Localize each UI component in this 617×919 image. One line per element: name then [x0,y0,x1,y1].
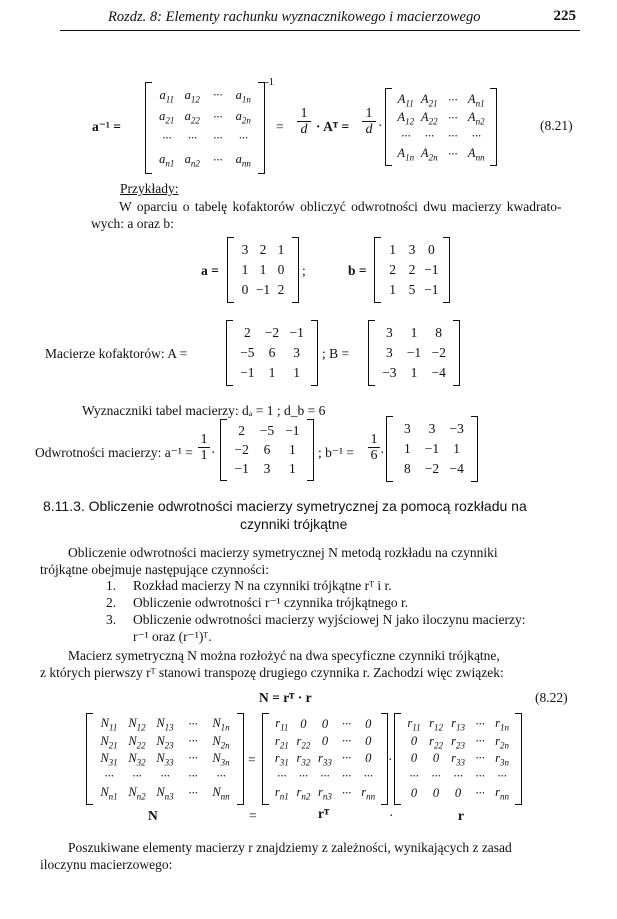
matrix-cell: $a_{22}$ [184,109,200,126]
matrix-cell: ··· [277,768,287,783]
matrix-cell: $r_{21}$ [274,733,289,751]
matrix-cell: 1 [241,262,249,277]
matrix-cell: ··· [448,92,458,107]
matrix-cell: ··· [448,110,458,125]
matrix-cell: −4 [431,365,446,380]
matrix-cell: $r_{22}$ [429,733,443,751]
matrix-cell: 1 [410,365,418,380]
matrix-a-values [236,240,290,300]
matrix-cell: 1 [389,242,397,257]
matrix-cell: 0 [321,717,329,732]
under-r: r [458,808,464,823]
matrix-B-cof-values [377,323,451,383]
matrix-cell: −1 [234,460,249,476]
matrix-b [374,237,450,303]
matrix-cell: 2 [389,262,397,277]
matrix-cell: ··· [160,768,170,783]
body-p1: Obliczenie odwrotności macierzy symetrycznej N metodą rozkładu na czynniki [68,545,498,560]
eq822-label: (8.22) [535,690,568,705]
matrix-cell: ··· [213,152,223,167]
matrix-cell: −2 [264,325,280,340]
matrix-cell: $N_{11}$ [100,716,118,733]
matrix-cell: $r_{33}$ [451,750,465,768]
matrix-cell: 0 [427,242,435,257]
matrix-cell: 2 [259,242,267,257]
matrix-cell: $N_{12}$ [128,716,146,733]
matrix-cell: $r_{23}$ [451,733,465,751]
matrix-cell: −3 [382,365,397,380]
matrix-cell: 8 [435,325,443,340]
frac-num: 1 [297,106,311,122]
matrix-cell: −5 [259,423,275,439]
page-header [60,8,580,31]
under-equals: = [249,808,257,823]
list-2-num: 2. [106,595,117,610]
inv-a-dot: · [211,445,216,460]
matrix-cell: −1 [424,441,440,456]
matrix-cell: 1 [389,282,397,297]
matrix-cell: ··· [475,785,485,800]
matrix-cell: $N_{2n}$ [212,733,230,751]
matrix-cell: ··· [475,751,485,766]
eq821-equals: = [276,119,284,134]
a-separator: ; [302,263,306,278]
matrix-cell: $r_{12}$ [429,716,443,733]
matrix-cell: ··· [341,717,352,732]
cofactor-label: Macierze kofaktorów: A = [45,346,188,361]
matrix-cell: −1 [424,282,439,297]
inv-separator: ; b⁻¹ = [318,445,355,460]
body-p4: z których pierwszy rᵀ stanowi transpozę drugiego czynnika r. Zachodzi więc związek: [40,665,504,680]
matrix-cell: $r_{nn}$ [361,785,376,802]
matrix-cell: 3 [385,345,393,360]
matrix-cell: ··· [475,717,485,732]
matrix-cell: $a_{12}$ [184,87,200,104]
matrix-cell: $a_{21}$ [159,109,175,126]
matrix-a-inverse [220,419,314,481]
matrix-cell: $r_{3n}$ [495,750,509,768]
matrix-N-cells [95,716,235,802]
matrix-cell: ··· [238,131,248,146]
matrix-cell: $N_{13}$ [156,716,174,733]
matrix-cell: ··· [475,734,485,749]
matrix-cell: $N_{22}$ [128,733,146,751]
matrix-cell: 3 [385,325,393,340]
matrix-cell: 2 [277,282,285,297]
fraction-1-over-db [368,432,380,463]
matrix-cell: $N_{31}$ [100,750,118,768]
matrix-cell: ··· [409,768,419,783]
matrix-cell: 2 [238,423,246,439]
matrix-cell: ··· [363,768,373,783]
matrix-b-values [383,240,441,300]
matrix-a-general [145,82,265,174]
matrix-cell: 0 [410,785,418,800]
matrix-cell: ··· [213,131,223,146]
matrix-cell: ··· [162,131,172,146]
matrix-cell: $r_{33}$ [318,750,332,768]
matrix-cell: −1 [240,365,255,380]
inv-b-den: 6 [370,448,378,463]
equation-8-22: N = rᵀ · r [259,690,312,705]
matrix-cell: −1 [424,262,439,277]
section-title-line-2: czynniki trójkątne [240,516,348,532]
matrix-cell: −2 [234,441,249,457]
matrix-cell: 3 [428,421,436,436]
matrix-cell: ··· [341,734,352,749]
under-N: N [148,808,158,823]
matrix-cell: $N_{nn}$ [212,785,230,802]
matrix-cell: $r_{11}$ [407,716,421,733]
matrix-cell: −1 [255,282,271,297]
matrix-cell: $A_{21}$ [420,91,438,109]
b-label: b = [348,263,367,278]
matrix-cell: $a_{n1}$ [159,152,175,169]
under-dot: · [389,808,394,823]
matrix-cell: $r_{32}$ [296,750,311,768]
under-rT: rᵀ [318,806,330,821]
examples-heading: Przykłady: [120,181,179,196]
matrix-cell: $N_{3n}$ [212,750,230,768]
inverse-superscript: -1 [265,76,275,88]
matrix-cell: 2 [408,262,416,277]
matrix-cell: 1 [453,441,461,456]
matrix-cell: $A_{22}$ [420,109,438,127]
matrix-cell: ··· [431,768,441,783]
matrix-cell: $N_{21}$ [100,733,118,751]
fraction-1-over-d [297,106,311,137]
determinants-line: Wyznaczniki tabel macierzy: dₐ = 1 ; d_b = 6 [82,403,326,418]
matrix-cell: ··· [448,128,458,143]
matrix-cell: $N_{n3}$ [156,785,174,802]
matrix-cell: 1 [277,242,285,257]
list-3-text: Obliczenie odwrotności macierzy wyjściowej N jako iloczynu macierzy: [133,612,526,627]
frac-den: d [300,122,308,137]
matrix-cell: ··· [471,128,481,143]
inv-b-dot: · [380,445,385,460]
eq821-label: (8.21) [540,118,573,133]
list-3-continued: r⁻¹ oraz (r⁻¹)ᵀ. [133,629,212,644]
matrix-cell: ··· [213,109,223,124]
matrix-cell: $A_{11}$ [397,91,414,109]
matrix-cell: $r_{13}$ [451,716,465,733]
body-p2: trójkątne obejmuje następujące czynności: [40,562,270,577]
matrix-cell: $a_{11}$ [159,87,175,104]
matrix-cell: ··· [188,785,198,800]
matrix-cell: $N_{32}$ [128,750,146,768]
list-2-text: Obliczenie odwrotności r⁻¹ czynnika trójkątnego r. [133,595,409,610]
matrix-rT [262,713,388,805]
matrix-cell: ··· [188,734,198,749]
matrix-cell: $r_{1n}$ [495,716,509,733]
matrix-cell: 6 [263,441,271,457]
matrix-cell: ··· [341,751,352,766]
inverses-label: Odwrotności macierzy: a⁻¹ = [35,445,193,460]
matrix-rT-cells [271,716,379,802]
matrix-cell: $A_{n1}$ [467,91,485,109]
matrix-cell: 0 [365,751,372,766]
matrix-cell: ··· [424,128,434,143]
matrix-cell: $a_{1n}$ [235,87,251,104]
matrix-cell: 2 [243,325,251,340]
matrix-cell: ··· [475,768,485,783]
matrix-cell: $r_{2n}$ [495,733,509,751]
matrix-cell: ··· [216,768,226,783]
matrix-cell: −1 [406,345,422,360]
examples-line-1: W oparciu o tabelę kofaktorów obliczyć odwrotności dwu macierzy kwadrato- [119,199,562,214]
matrix-cell: −1 [285,423,300,439]
matrix-cell: 6 [268,345,276,360]
examples-line-2: wych: a oraz b: [91,216,174,231]
matrix-cell: ··· [401,128,411,143]
matrix-cell: −2 [424,461,440,476]
matrix-r-cells [403,716,513,802]
matrix-a [227,237,299,303]
matrix-cell: ··· [497,768,507,783]
matrix-A-cells [394,91,488,163]
eq821-dot: · [378,118,383,133]
matrix-cell: $A_{2n}$ [420,145,438,163]
matrix-cell: 0 [365,734,372,749]
matrix-cell: $A_{nn}$ [467,145,485,163]
matrix-cell: $r_{nn}$ [495,785,509,802]
matrix-cell: ··· [320,768,330,783]
matrix-cell: ··· [132,768,142,783]
matrix-cell: 3 [403,421,411,436]
matrix-a-cells [154,85,256,171]
matrix-cell: −3 [449,421,464,436]
inv-b-num: 1 [368,432,380,448]
matrix-cell: −2 [431,345,446,360]
matrix-equals: = [248,752,256,767]
frac-den-2: d [365,122,373,137]
matrix-cell: 3 [241,242,249,257]
frac-num-2: 1 [362,106,376,122]
inv-a-den: 1 [200,448,208,463]
matrix-cell: $r_{22}$ [296,733,311,751]
matrix-cell: $N_{23}$ [156,733,174,751]
eq821-lhs: a⁻¹ = [92,119,121,134]
running-title: Rozdz. 8: Elementy rachunku wyznacznikowego i macierzowego [108,9,481,25]
section-title-line-1: 8.11.3. Obliczenie odwrotności macierzy symetrycznej za pomocą rozkładu na [43,498,527,514]
matrix-cell: $A_{1n}$ [397,145,415,163]
matrix-cell: ··· [213,88,223,103]
matrix-cell: ··· [187,131,197,146]
fraction-1-over-d-2 [362,106,376,137]
matrix-A-cofactors [226,320,318,386]
matrix-cell: −1 [289,325,304,340]
matrix-cell: −5 [240,345,255,360]
matrix-cell: ··· [341,768,352,783]
matrix-A-cof-values [235,323,309,383]
matrix-cell: 0 [277,262,285,277]
matrix-dot: · [388,752,393,767]
matrix-cell: 0 [410,734,418,749]
matrix-cell: ··· [188,768,198,783]
matrix-N [86,713,244,805]
matrix-cell: ··· [341,785,352,800]
matrix-cell: 1 [259,262,267,277]
matrix-cell: 0 [454,785,462,800]
body-p6: iloczynu macierzowego: [40,857,173,872]
matrix-cell: $a_{nn}$ [235,152,251,169]
matrix-cell: 1 [293,365,301,380]
matrix-cell: 5 [408,282,416,297]
matrix-cell: $A_{n2}$ [467,109,485,127]
body-p5: Poszukiwane elementy macierzy r znajdziemy z zależności, wynikających z zasad [68,840,512,855]
matrix-r [394,713,522,805]
list-3-num: 3. [106,612,117,627]
matrix-A-adjugate [385,88,497,166]
matrix-cell: $N_{1n}$ [212,716,230,733]
matrix-cell: ··· [188,717,198,732]
list-1-num: 1. [106,578,117,593]
matrix-cell: $r_{n3}$ [318,785,332,802]
matrix-cell: ··· [453,768,463,783]
matrix-cell: 1 [268,365,276,380]
a-label: a = [201,263,219,278]
matrix-cell: 0 [432,785,440,800]
matrix-cell: $a_{n2}$ [184,152,200,169]
matrix-cell: 0 [241,282,249,297]
matrix-cell: 0 [365,717,372,732]
matrix-b-inverse [386,416,478,482]
matrix-cell: $N_{n1}$ [100,785,118,802]
eq821-AT: · Aᵀ = [316,119,350,134]
matrix-cell: $N_{n2}$ [128,785,146,802]
matrix-cell: ··· [104,768,114,783]
matrix-cell: 3 [293,345,301,360]
matrix-b-inv-values [395,419,469,479]
matrix-cell: 0 [321,734,329,749]
matrix-cell: 0 [300,717,307,732]
matrix-cell: 0 [432,751,440,766]
matrix-cell: −4 [449,461,464,476]
matrix-cell: ··· [298,768,309,783]
fraction-1-over-da [198,432,210,463]
matrix-cell: 3 [408,242,416,257]
matrix-cell: 1 [403,441,411,456]
list-1-text: Rozkład macierzy N na czynniki trójkątne rᵀ i r. [133,578,392,593]
matrix-cell: $a_{2n}$ [235,109,251,126]
matrix-cell: 1 [410,325,418,340]
body-p3: Macierz symetryczną N można rozłożyć na dwa specyficzne czynniki trójkątne, [68,648,500,663]
matrix-cell: 1 [288,460,296,476]
inv-a-num: 1 [198,432,210,448]
matrix-cell: 3 [263,460,271,476]
matrix-cell: $r_{11}$ [275,716,289,733]
matrix-cell: $A_{12}$ [397,109,415,127]
matrix-cell: 1 [288,441,296,457]
matrix-cell: $N_{33}$ [156,750,174,768]
matrix-cell: ··· [188,751,198,766]
matrix-a-inv-values [229,422,305,478]
matrix-B-cofactors [368,320,460,386]
matrix-cell: $r_{n1}$ [274,785,289,802]
matrix-cell: ··· [448,146,458,161]
matrix-cell: 0 [410,751,418,766]
cofactor-separator: ; B = [322,346,350,361]
matrix-cell: $r_{n2}$ [296,785,311,802]
matrix-cell: 8 [403,461,411,476]
page-number: 225 [553,8,576,24]
matrix-cell: $r_{31}$ [274,750,289,768]
